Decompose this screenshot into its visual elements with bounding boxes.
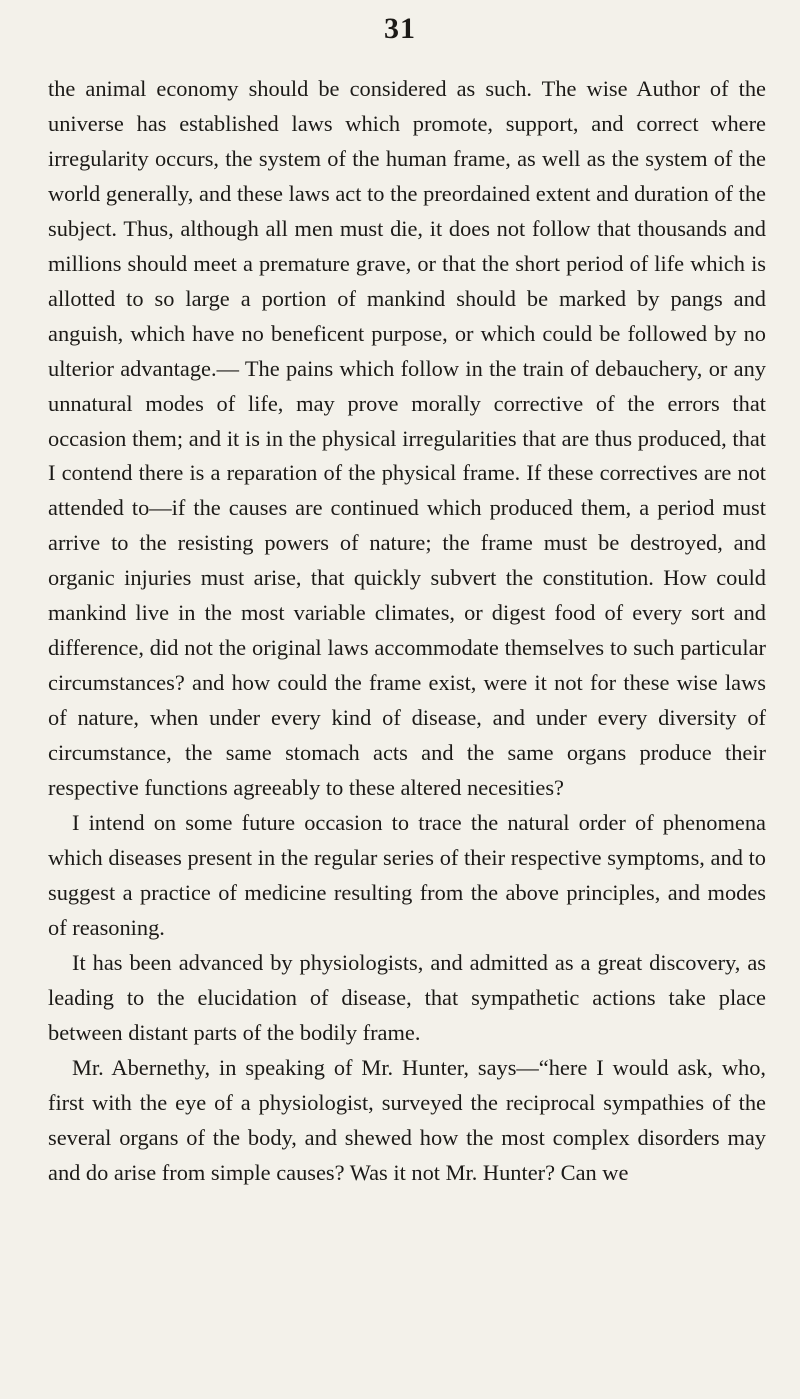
paragraph: It has been advanced by physiologists, and admitted as a great discovery, as leading to the elucidation of disease, that sympathetic actions take place between distant parts of the bodily frame. [48,949,766,1045]
paragraph-continued: the animal economy should be considered as such. The wise Author of the universe has established laws which promote, support, and correct where irregularity occurs, the system of the human frame, as well as the system of the world generally, and these laws act to the preordained extent and duration of the subject. Thus, although all men must die, it does not follow that thousands and millions should meet a premature grave, or that the short period of life which is allotted to so large a portion of mankind should be marked by pangs and anguish, which have no beneficent purpose, or which could be followed by no ulterior advantage.— The pains which follow in the train of debauchery, or any unnatural modes of life, may prove morally corrective of the errors that occasion them; and it is in the physical irregularities that are thus produced, that I contend there is a reparation of the physical frame. If these correctives are not attended to—if the causes are continued which produced them, a period must arrive to the resisting powers of nature; the frame must be destroyed, and organic injuries must arise, that quickly subvert the constitution. How could mankind live in the most variable climates, or digest food of every sort and difference, did not the original laws accommodate themselves to such particular circumstances? and how could the frame exist, were it not for these wise laws of nature, when under every kind of disease, and under every diversity of circumstance, the same stomach acts and the same organs produce their respective functions agreeably to these altered necesities? [48,76,766,801]
paragraph: I intend on some future occasion to trace the natural order of phenomena which diseases present in the regular series of their respective symptoms, and to suggest a practice of medicine resulting from the above principles, and modes of reasoning. [48,810,766,940]
paragraph: Mr. Abernethy, in speaking of Mr. Hunter, says—“here I would ask, who, first with the eye of a physiologist, surveyed the reciprocal sympathies of the several organs of the body, and shewed how the most complex disorders may and do arise from simple causes? Was it not Mr. Hunter? Can we [48,1054,766,1185]
page-number: 31 [384,12,416,45]
body-text [48,72,766,1191]
